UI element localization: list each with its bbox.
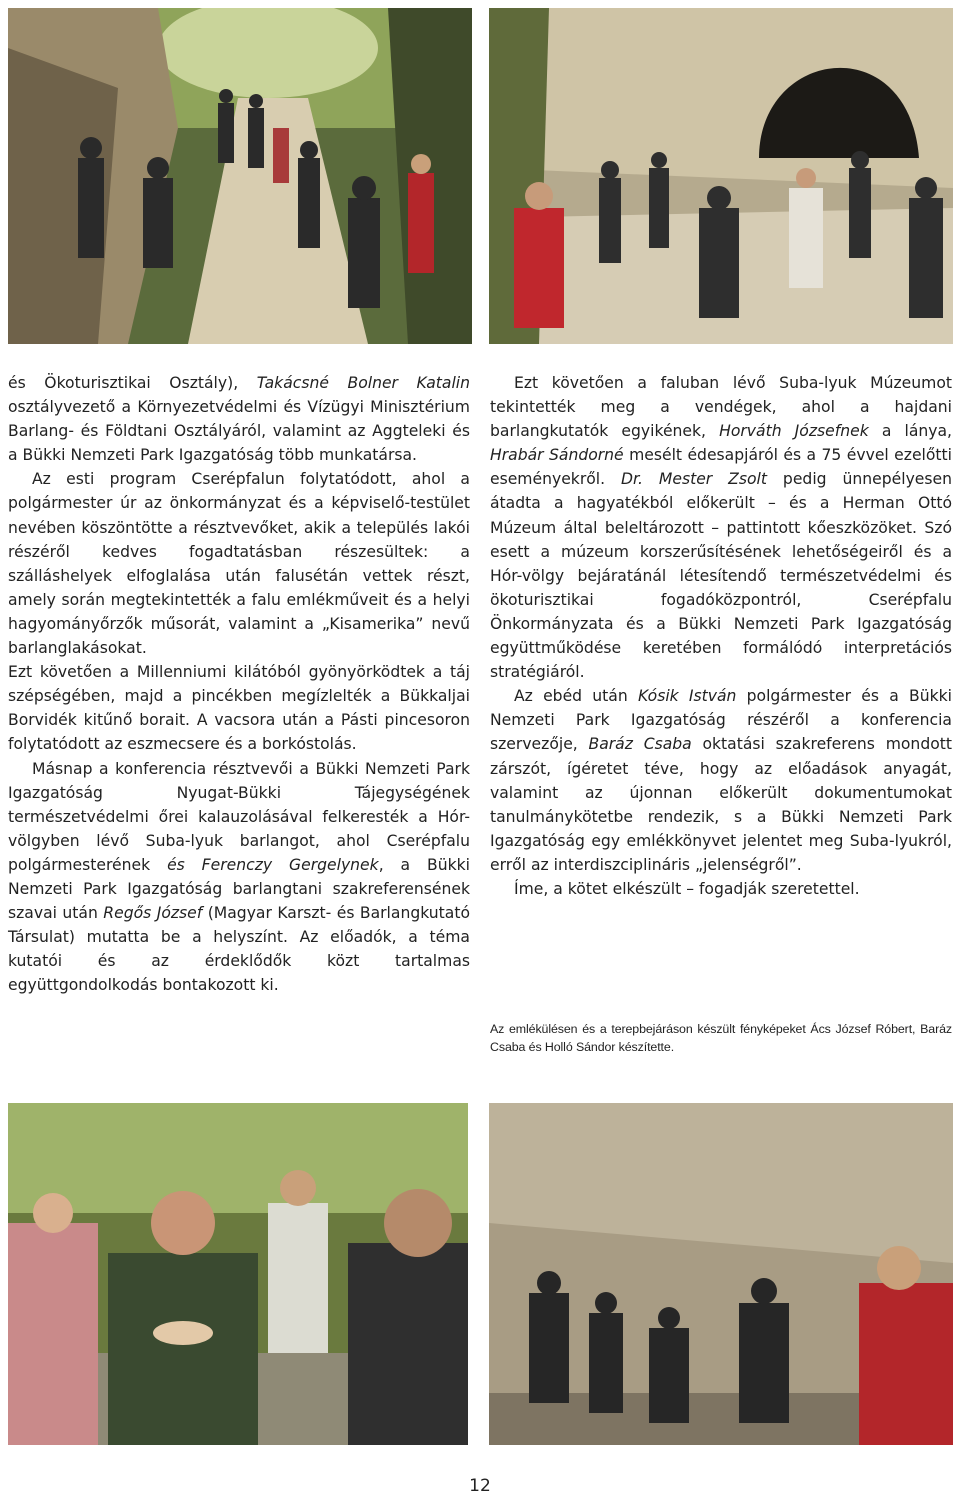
photo-examining-tools (8, 1103, 468, 1445)
paragraph: és Ökoturisztikai Osztály), Takácsné Bolner Katalin osztályvezető a Környezetvédelmi és Vízügyi Minisztérium Barlang- és Földtani Osztályáról, valamint az Aggteleki és a Bükki Nemzeti Park Igazgatóság több munkatársa. (8, 374, 470, 465)
photo-forest-path-group (8, 8, 472, 344)
paragraph: Ezt követően a Millenniumi kilátóból gyönyörködtek a táj szépségében, majd a pincékben megízlelték a Bükkaljai Borvidék kitűnő borait. A vacsora után a Pásti pincesoron folytatódott az eszmecsere és a borkóstolás. (8, 663, 470, 754)
paragraph: Ezt követően a faluban lévő Suba-lyuk Múzeumot tekintették meg a vendégek, ahol a hajdani barlangkutatók egyikének, Horváth Józsefnek a lánya, Hrabár Sándorné mesélt édesapjáról és a 75 évvel ezelőtti eseményekről. Dr. Mester Zsolt pedig ünnepélyesen átadta a hagyatékból előkerült – és a Herman Ottó Múzeum által beleltározott – pattintott kőeszközöket. Szó esett a múzeum korszerűsítésének lehetőségeiről és a Hór-völgy bejáratánál létesítendő természetvédelmi és ökoturisztikai fogadóközpontról, Cserépfalu Önkormányzata és a Bükki Nemzeti Park Igazgatóság együttműködése keretében formálódó interpretációs stratégiáról. (490, 374, 953, 682)
paragraph: Az ebéd után Kósik István polgármester és a Bükki Nemzeti Park Igazgatóság részéről a konferencia szervezője, Baráz Csaba oktatási szakreferens mondott zárszót, ígéretet téve, hogy az előadások anyagát, valamint az újonnan előkerült dokumentumokat tanulmánykötetbe rendezik, s a Bükki Nemzeti Park Igazgatóság egy emlékkönyvet jelentet meg Suba-lyukról, erről az interdiszciplináris „jelenségről”. (490, 687, 952, 874)
paragraph: Az esti program Cserépfalun folytatódott, ahol a polgármester úr az önkormányzat és a képviselő-testület nevében köszöntötte a résztvevőket, akik a település lakói részéről kedves fogadtatásban részesültek: a szálláshelyek elfoglalása után falusétán vettek részt, amely során megtekintették a falu emlékműveit és a helyi hagyományőrzők műsorát, valamint a „Kisamerika” nevű barlanglakásokat. (8, 470, 470, 658)
photo-credit-caption: Az emlékülésen és a terepbejáráson készült fényképeket Ács József Róbert, Baráz Csaba és Holló Sándor készítette. (490, 1022, 952, 1054)
photo-cave-entrance-crowd (489, 8, 953, 344)
page-number: 12 (469, 1476, 491, 1496)
paragraph: Íme, a kötet elkészült – fogadják szeretettel. (514, 879, 860, 898)
photo-group-at-rock-wall (489, 1103, 953, 1445)
paragraph: Másnap a konferencia résztvevői a Bükki Nemzeti Park Igazgatóság Nyugat-Bükki Tájegységének természetvédelmi őrei kalauzolásával felkeresték a Hór-völgyben lévő Suba-lyuk barlangot, ahol Cserépfalu polgármesterének és Ferenczy Gergelynek, a Bükki Nemzeti Park Igazgatóság barlangtani szakreferensének szavai után Regős József (Magyar Karszt- és Barlangkutató Társulat) mutatta be a helyszínt. Az előadók, a téma kutatói és az érdeklődők közt tartalmas együttgondolkodás bontakozott ki. (8, 759, 470, 995)
left-text-column (8, 371, 470, 997)
right-text-column (490, 371, 952, 901)
